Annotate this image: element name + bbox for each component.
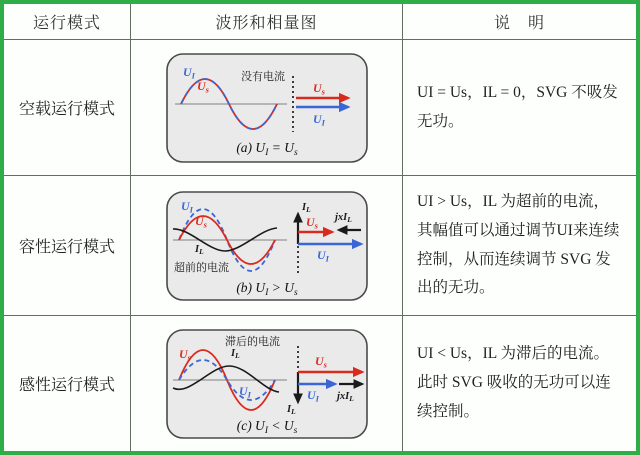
us-phasor-label: $U_s$ [305,214,318,230]
mode-label-noload: 空载运行模式 [18,101,115,118]
mode-label-inductive: 感性运行模式 [18,377,115,394]
us-wave-label: $U_s$ [194,213,207,229]
waveform-panel-a [165,52,369,164]
explain-cell-noload [403,40,636,176]
header-waveform-label: 波形和相量图 [215,15,318,32]
waveform-panel-b [165,190,369,302]
il-wave-label: IL [230,347,240,360]
lagging-current-note: 滞后的电流 [224,335,280,348]
ui-wave-label: $U_I$ [180,198,193,214]
ui-wave-label: $U_I$ [182,64,195,80]
ui-phasor-label: $U_I$ [316,247,329,263]
mode-label-capacitive: 容性运行模式 [18,239,115,256]
explain-cell-capacitive [403,176,636,316]
waveform-panel-c [165,328,369,440]
explain-text-capacitive: UI > Us，IL 为超前的电流，其幅值可以通过调节UI来连续控制，从而连续调节 SVG 发出的无功。 [417,193,620,297]
explain-text-inductive: UI < Us，IL 为滞后的电流。此时 SVG 吸收的无功可以连续控制。 [417,345,611,420]
jxil-phasor-label: jxIL [336,390,354,403]
waveform-cell-a [131,40,403,176]
waveform-cell-b [131,176,403,316]
panel-caption-b: (b) $U_I > U_s$ [235,279,298,298]
ui-wave-label: $U_I$ [238,383,251,399]
jxil-phasor-label: jxIL [334,211,352,224]
us-phasor-label: $U_s$ [314,353,327,369]
header-mode-label: 运行模式 [32,15,101,32]
mode-cell-capacitive [4,176,131,316]
explain-cell-inductive [403,316,636,451]
il-wave-label: IL [194,243,204,256]
waveform-cell-c [131,316,403,451]
header-explain-label: 说 明 [493,15,545,32]
panel-caption-c: (c) $U_I < U_s$ [236,417,297,436]
ui-phasor-label: $U_I$ [312,111,325,127]
header-explain-column [403,4,636,40]
il-phasor-label: IL [286,403,296,416]
header-mode-column [4,4,131,40]
us-phasor-label: $U_s$ [312,80,325,96]
ui-phasor-label: $U_I$ [306,387,319,403]
mode-cell-inductive [4,316,131,451]
panel-caption-a: (a) $U_I = U_s$ [235,139,298,158]
us-wave-label: $U_s$ [196,78,209,94]
leading-current-note: 超前的电流 [173,261,229,274]
header-waveform-column [131,4,403,40]
mode-cell-noload [4,40,131,176]
no-current-note: 没有电流 [240,70,285,83]
explain-text-noload: UI = Us，IL = 0，SVG 不吸发无功。 [417,83,618,130]
il-phasor-label: IL [301,201,311,214]
us-wave-label: $U_s$ [178,346,191,362]
